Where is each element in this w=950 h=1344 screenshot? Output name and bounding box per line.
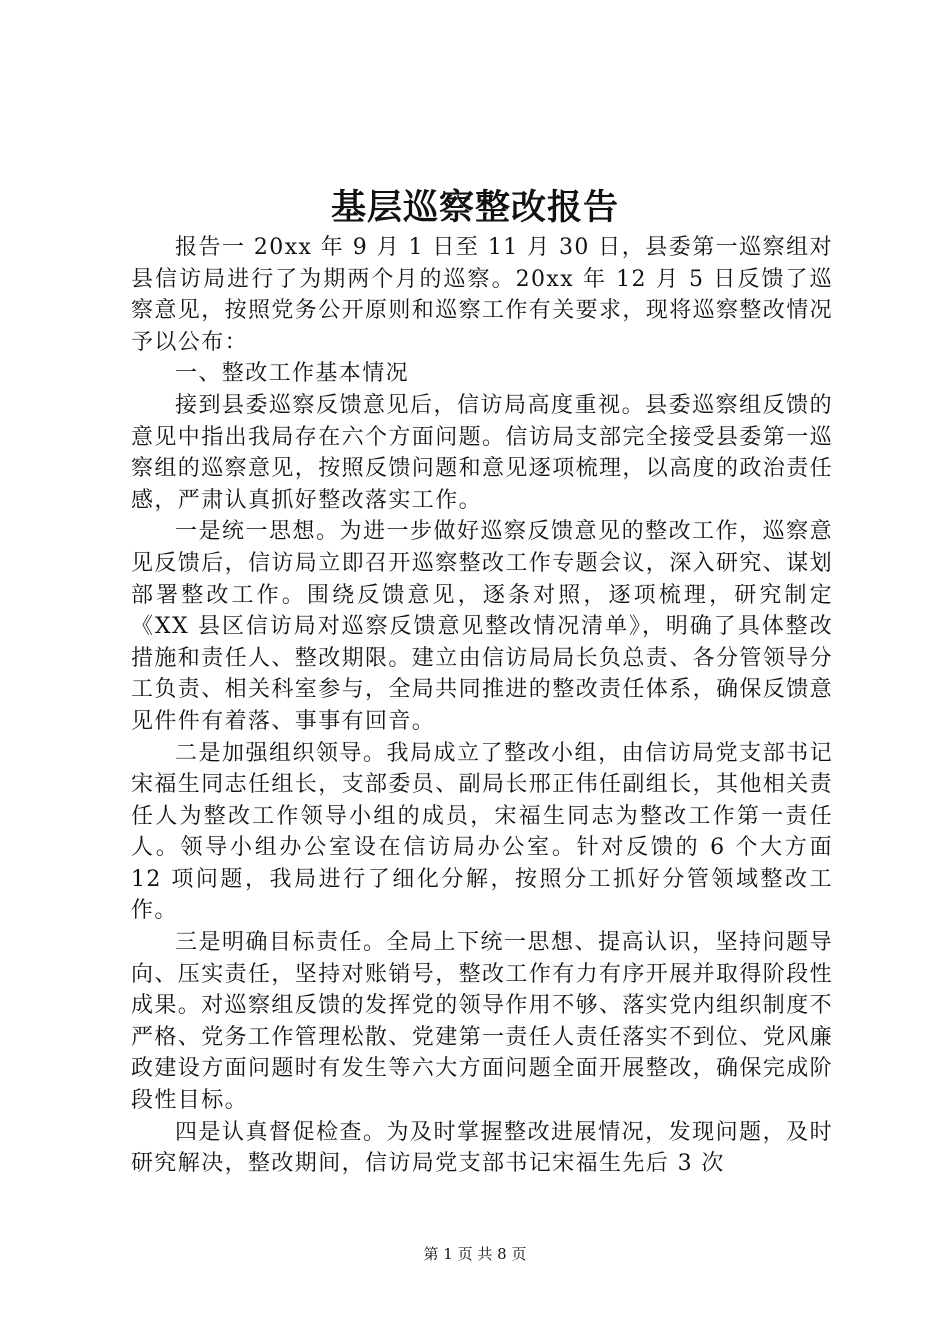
paragraph-point-two: 二是加强组织领导。我局成立了整改小组，由信访局党支部书记宋福生同志任组长，支部委员、副局长邢正伟任副组长，其他相关责任人为整改工作领导小组的成员，宋福生同志为整改工作第一责任人。领导小组办公室设在信访局办公室。针对反馈的 6 个大方面 12 项问题，我局进行了细化分解，按照分工抓好分管领域整改工作。 xyxy=(131,740,834,924)
section-heading: 一、整改工作基本情况 xyxy=(175,361,410,387)
paragraph-point-four: 四是认真督促检查。为及时掌握整改进展情况，发现问题，及时研究解决，整改期间，信访局党支部书记宋福生先后 3 次 xyxy=(131,1119,833,1177)
paragraph-point-three: 三是明确目标责任。全局上下统一思想、提高认识，坚持问题导向、压实责任，坚持对账销号，整改工作有力有序开展并取得阶段性成果。对巡察组反馈的发挥党的领导作用不够、落实党内组织制度不严格、党务工作管理松散、党建第一责任人责任落实不到位、党风廉政建设方面问题时有发生等六大方面问题全面开展整改，确保完成阶段性目标。 xyxy=(131,930,834,1114)
paragraph-intro: 报告一 20xx 年 9 月 1 日至 11 月 30 日，县委第一巡察组对县信访局进行了为期两个月的巡察。20xx 年 12 月 5 日反馈了巡察意见，按照党务公开原则和巡察工作有关要求，现将巡察整改情况予以公布： xyxy=(131,235,834,355)
document-title: 基层巡察整改报告 xyxy=(330,187,619,228)
paragraph-overview: 接到县委巡察反馈意见后，信访局高度重视。县委巡察组反馈的意见中指出我局存在六个方面问题。信访局支部完全接受县委第一巡察组的巡察意见，按照反馈问题和意见逐项梳理，以高度的政治责任感，严肃认真抓好整改落实工作。 xyxy=(131,392,834,513)
paragraph-point-one: 一是统一思想。为进一步做好巡察反馈意见的整改工作，巡察意见反馈后，信访局立即召开巡察整改工作专题会议，深入研究、谋划部署整改工作。围绕反馈意见，逐条对照，逐项梳理，研究制定《XX 县区信访局对巡察反馈意见整改情况清单》，明确了具体整改措施和责任人、整改期限。建立由信访局局长负总责、各分管领导分工负责、相关科室参与，全局共同推进的整改责任体系，确保反馈意见件件有着落、事事有回音。 xyxy=(131,519,834,734)
document-body xyxy=(131,232,833,1180)
page-number-footer: 第 1 页 共 8 页 xyxy=(423,1245,527,1263)
